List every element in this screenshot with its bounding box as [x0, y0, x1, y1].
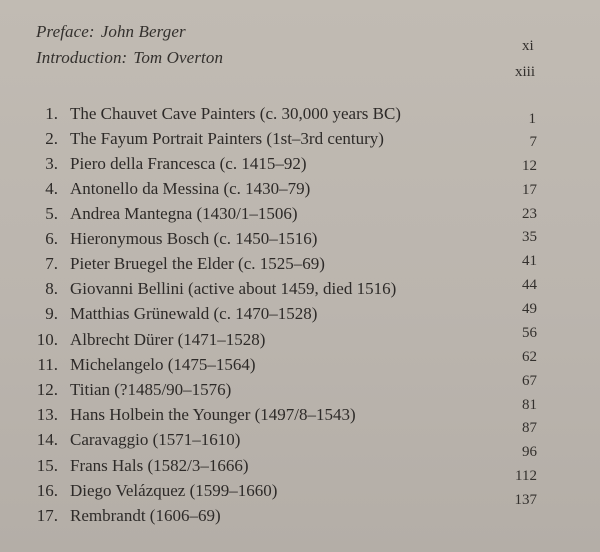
- chapter-title: Titian (?1485/90–1576): [70, 380, 232, 399]
- chapter-title: The Fayum Portrait Painters (1st–3rd century): [70, 129, 384, 148]
- chapter-title: Michelangelo (1475–1564): [70, 355, 256, 374]
- page-number: 81: [522, 397, 537, 413]
- chapter-number: 1.: [45, 104, 58, 123]
- chapter-title: Andrea Mantegna (1430/1–1506): [70, 204, 298, 223]
- front-matter-preface: [36, 22, 186, 42]
- chapter-number: 7.: [45, 254, 58, 273]
- chapter-title: Piero della Francesca (c. 1415–92): [70, 154, 307, 173]
- page-number: 96: [522, 444, 537, 460]
- toc-entry: [0, 506, 600, 528]
- page-number: 49: [522, 301, 537, 317]
- page-number: 67: [522, 373, 537, 389]
- page-number: 17: [522, 182, 537, 198]
- front-matter-introduction: [36, 48, 223, 68]
- chapter-title: Hans Holbein the Younger (1497/8–1543): [70, 405, 356, 424]
- chapter-title: Hieronymous Bosch (c. 1450–1516): [70, 229, 318, 248]
- chapter-number: 11.: [37, 355, 58, 374]
- chapter-title: Antonello da Messina (c. 1430–79): [70, 179, 311, 198]
- page-number: 87: [522, 420, 537, 436]
- chapter-number: 9.: [45, 304, 58, 323]
- page-number: 1: [528, 111, 536, 127]
- chapter-number: 12.: [36, 380, 58, 399]
- page-number: 12: [522, 158, 537, 174]
- chapter-title: Albrecht Dürer (1471–1528): [70, 330, 266, 349]
- front-matter-label: Introduction:: [36, 48, 128, 67]
- chapter-title: Diego Velázquez (1599–1660): [70, 481, 278, 500]
- chapter-number: 10.: [36, 330, 58, 349]
- chapter-title: The Chauvet Cave Painters (c. 30,000 years BC): [70, 104, 401, 123]
- page-number: 7: [529, 134, 537, 150]
- page-number: 56: [522, 325, 537, 341]
- chapter-title: Frans Hals (1582/3–1666): [70, 456, 249, 475]
- page-number: 112: [515, 468, 537, 484]
- page-number: 44: [522, 277, 537, 293]
- chapter-number: 14.: [36, 430, 58, 449]
- chapter-number: 5.: [45, 204, 58, 223]
- chapter-title: Giovanni Bellini (active about 1459, died 1516): [70, 279, 397, 298]
- chapter-number: 16.: [36, 481, 58, 500]
- chapter-number: 15.: [36, 456, 58, 475]
- front-matter-name: Tom Overton: [133, 48, 224, 67]
- chapter-number: 3.: [45, 154, 58, 173]
- chapter-title: Caravaggio (1571–1610): [70, 430, 241, 449]
- page-number-introduction: xiii: [515, 64, 536, 80]
- chapter-title: Rembrandt (1606–69): [70, 506, 221, 525]
- front-matter-name: John Berger: [100, 22, 186, 41]
- front-matter-label: Preface:: [36, 22, 95, 41]
- page-number-preface: xi: [522, 38, 534, 54]
- page-number: 35: [522, 229, 537, 245]
- page-number: 23: [522, 206, 537, 222]
- chapter-number: 17.: [36, 506, 58, 525]
- chapter-title: Pieter Bruegel the Elder (c. 1525–69): [70, 254, 325, 273]
- chapter-title: Matthias Grünewald (c. 1470–1528): [70, 304, 318, 323]
- page-number: 62: [522, 349, 537, 365]
- chapter-number: 4.: [45, 179, 58, 198]
- chapter-number: 8.: [45, 279, 58, 298]
- chapter-number: 2.: [45, 129, 58, 148]
- page-number: 41: [522, 253, 537, 269]
- chapter-number: 13.: [36, 405, 58, 424]
- page-number: 137: [514, 492, 537, 508]
- chapter-number: 6.: [45, 229, 58, 248]
